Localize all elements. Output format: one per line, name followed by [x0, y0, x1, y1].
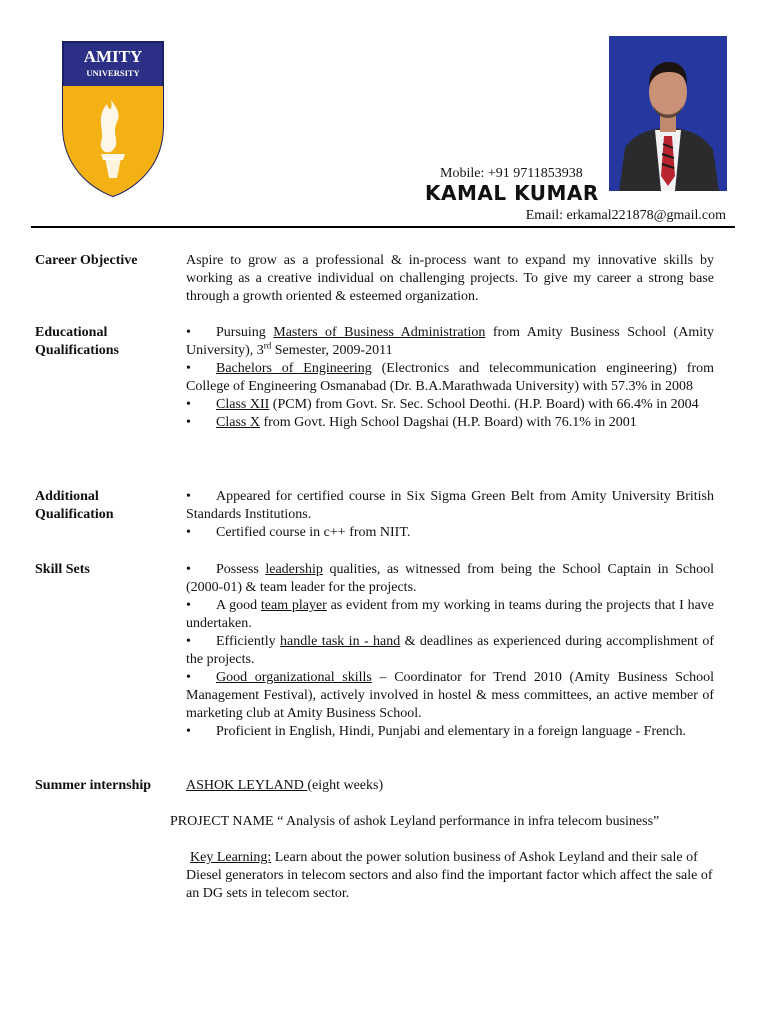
list-item: • Class X from Govt. High School Dagshai (H.P. Board) with 76.1% in 2001 [186, 415, 637, 430]
skill-sets-list [186, 561, 714, 741]
career-objective-text [186, 252, 714, 306]
svg-text:AMITY: AMITY [83, 47, 143, 66]
bullet-icon: • [186, 724, 191, 739]
list-item: • Pursuing Masters of Business Administration from Amity Business School (Amity University), 3rd Semester, 2009-2011 [186, 325, 714, 358]
degree-class-xii: Class XII [216, 397, 270, 412]
internship-project: PROJECT NAME “ Analysis of ashok Leyland performance in infra telecom business” [170, 814, 660, 829]
list-item: • Class XII (PCM) from Govt. Sr. Sec. School Deothi. (H.P. Board) with 66.4% in 2004 [186, 397, 699, 412]
list-item: • Efficiently handle task in - hand & deadlines as experienced during accomplishment of the projects. [186, 634, 715, 667]
education-label: Educational Qualifications [35, 325, 120, 358]
bullet-icon: • [186, 361, 191, 376]
list-item: • Possess leadership qualities, as witnessed from being the School Captain in School (2000-01) & team leader for the projects. [186, 562, 714, 595]
internship-key-learning: Key Learning: Learn about the power solution business of Ashok Leyland and their sale of Diesel generators in telecom sectors and also find the important factor which affect the sale of an DG sets in telecom sector. [186, 850, 713, 901]
degree-mba: Masters of Business Administration [273, 325, 486, 340]
internship-company-line [186, 777, 714, 795]
profile-photo [609, 36, 727, 191]
list-item: • A good team player as evident from my working in teams during the projects that I have undertaken. [186, 598, 714, 631]
bullet-icon: • [186, 634, 191, 649]
bullet-icon: • [186, 562, 191, 577]
bullet-icon: • [186, 397, 191, 412]
education-list [186, 324, 714, 432]
bullet-icon: • [186, 415, 191, 430]
list-item: • Proficient in English, Hindi, Punjabi and elementary in a foreign language - French. [186, 724, 687, 739]
additional-qualification-list [186, 488, 714, 542]
key-learning-label: Key Learning: [190, 850, 272, 865]
additional-qualification-label: Additional Qualification [35, 489, 114, 522]
header-divider [31, 226, 735, 228]
degree-class-x: Class X [216, 415, 260, 430]
list-item: • Good organizational skills – Coordinator for Trend 2010 (Amity Business School Management Festival), actively involved in hostel & mess committees, an active member of marketing club at Amity Business School. [186, 670, 714, 721]
skill-sets-label: Skill Sets [35, 562, 90, 577]
list-item: • Appeared for certified course in Six Sigma Green Belt from Amity University British Standards Institutions. [186, 489, 714, 522]
amity-university-logo [55, 38, 171, 198]
bullet-icon: • [186, 670, 191, 685]
bullet-icon: • [186, 489, 191, 504]
list-item: • Certified course in c++ from NIIT. [186, 525, 411, 540]
email-address: Email: erkamal221878@gmail.com [525, 208, 726, 223]
internship-company: ASHOK LEYLAND [186, 778, 308, 793]
bullet-icon: • [186, 325, 191, 340]
career-objective-label: Career Objective [35, 253, 138, 268]
career-objective-paragraph: Aspire to grow as a professional & in-process want to expand my innovative skills by working as a creative individual on challenging projects. To give my career a strong base through a growth oriented & esteemed organization. [186, 253, 714, 304]
bullet-icon: • [186, 525, 191, 540]
mobile-number: Mobile: +91 9711853938 [440, 166, 583, 181]
svg-text:UNIVERSITY: UNIVERSITY [86, 68, 140, 78]
degree-be: Bachelors of Engineering [216, 361, 372, 376]
candidate-name: KAMAL KUMAR [425, 181, 599, 205]
internship-duration: (eight weeks) [307, 778, 384, 793]
list-item: • Bachelors of Engineering (Electronics and telecommunication engineering) from College of Engineering Osmanabad (Dr. B.A.Marathwada University) with 57.3% in 2008 [186, 361, 715, 394]
bullet-icon: • [186, 598, 191, 613]
internship-label: Summer internship [35, 778, 152, 793]
